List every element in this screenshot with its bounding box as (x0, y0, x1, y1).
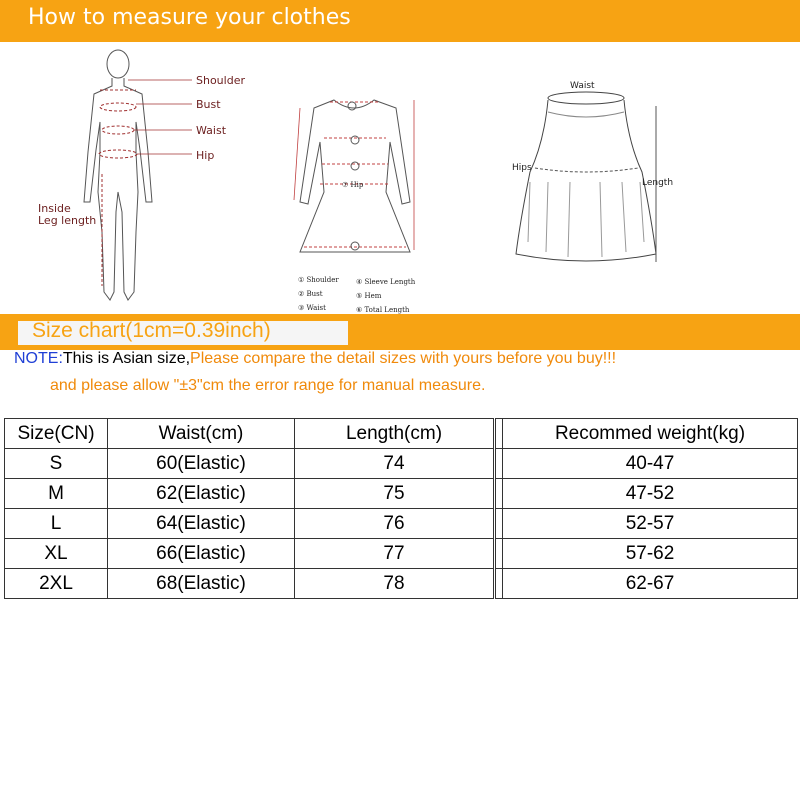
table-row: L 64(Elastic) 76 52-57 (5, 509, 798, 539)
table-row: M 62(Elastic) 75 47-52 (5, 479, 798, 509)
label-inside: Inside (38, 202, 71, 215)
skirt-length-label: Length (642, 178, 674, 188)
label-bust: Bust (196, 98, 221, 111)
header-size: Size(CN) (5, 419, 108, 449)
table-row: 2XL 68(Elastic) 78 62-67 (5, 569, 798, 599)
note-black: This is Asian size, (62, 350, 191, 367)
svg-text:② Bust: ② Bust (298, 290, 323, 298)
label-hip: Hip (196, 149, 215, 162)
label-leg-length: Leg length (38, 214, 97, 227)
header-divider (495, 419, 503, 449)
svg-text:③ Waist: ③ Waist (298, 304, 326, 312)
svg-text:⑤ Hem: ⑤ Hem (356, 292, 382, 300)
note-line-1 (14, 350, 616, 368)
size-chart-table (4, 418, 798, 599)
page-title: How to measure your clothes (28, 5, 351, 30)
skirt-hips-label: Hips (512, 163, 532, 173)
dress-hip-label: ⑦ Hip (342, 181, 364, 189)
size-chart-title: Size chart(1cm=0.39inch) (32, 319, 271, 342)
header-waist: Waist(cm) (108, 419, 295, 449)
dress-figure (294, 100, 414, 252)
label-waist: Waist (196, 124, 227, 137)
svg-text:① Shoulder: ① Shoulder (298, 276, 339, 284)
table-row: XL 66(Elastic) 77 57-62 (5, 539, 798, 569)
svg-text:⑥ Total Length: ⑥ Total Length (356, 306, 410, 314)
measurement-figures (0, 42, 800, 314)
note-line-2: and please allow "±3"cm the error range for manual measure. (50, 377, 486, 394)
dress-legend (298, 276, 416, 314)
top-banner (0, 0, 800, 42)
header-weight: Recommed weight(kg) (503, 419, 798, 449)
note-prefix: NOTE: (14, 350, 63, 367)
skirt-figure (516, 92, 656, 262)
skirt-waist-label: Waist (570, 81, 595, 91)
body-figure (84, 50, 192, 300)
header-length: Length(cm) (295, 419, 495, 449)
table-header-row (5, 419, 798, 449)
label-shoulder: Shoulder (196, 74, 245, 87)
note-orange: Please compare the detail sizes with yours before you buy!!! (190, 350, 617, 367)
table-row: S 60(Elastic) 74 40-47 (5, 449, 798, 479)
svg-text:④ Sleeve Length: ④ Sleeve Length (356, 278, 416, 286)
